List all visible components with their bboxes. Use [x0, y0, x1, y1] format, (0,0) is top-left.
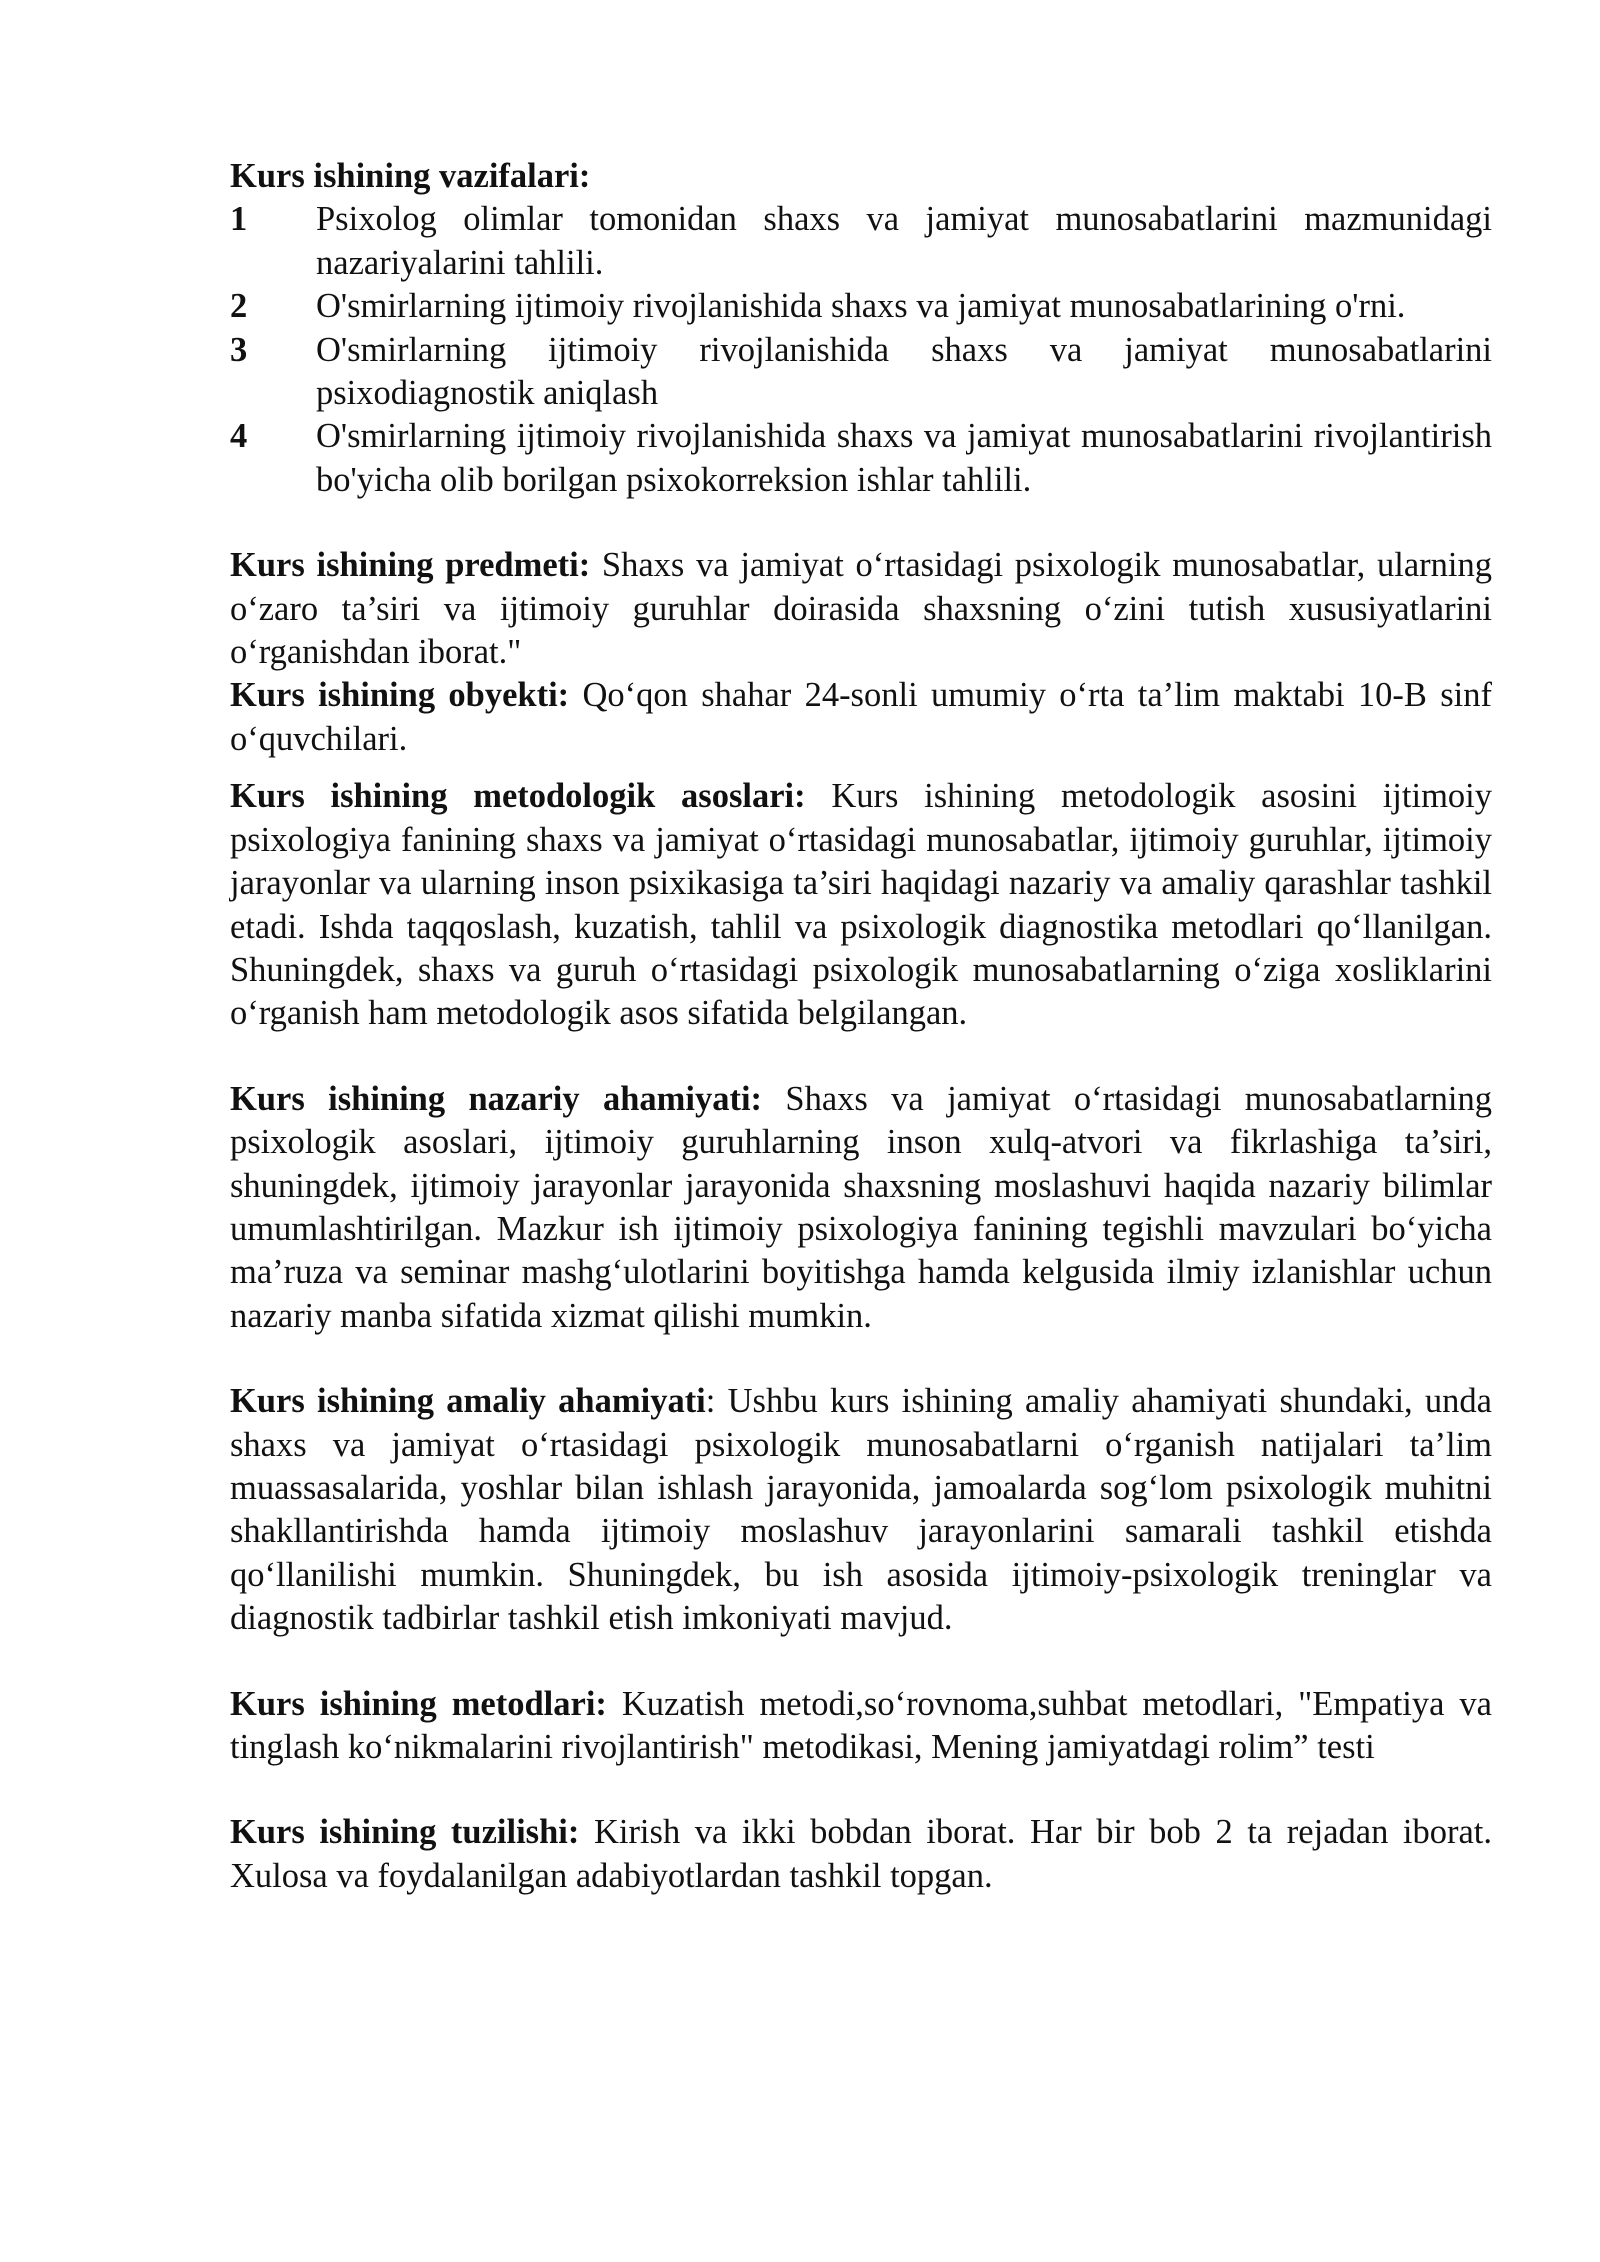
- list-item: [230, 415, 1492, 502]
- list-item-text: O'smirlarning ijtimoiy rivojlanishida shaxs va jamiyat munosabatlarining o'rni.: [316, 287, 1406, 326]
- tasks-list: [230, 198, 1492, 502]
- list-item-text: Psixolog olimlar tomonidan shaxs va jamiyat munosabatlarini mazmunidagi nazariyalarini tahlili.: [316, 200, 1492, 282]
- theoretical-text: Shaxs va jamiyat o‘rtasidagi munosabatlarning psixologik asoslari, ijtimoiy guruhlarning inson xulq-atvori va fikrlashiga ta’siri, shuningdek, ijtimoiy jarayonlar jarayonida shaxsning moslashuvi haqida nazariy bilimlar umumlashtirilgan. Mazkur ish ijtimoiy psixologiya fanining tegishli mavzulari bo‘yicha ma’ruza va seminar mashg‘ulotlarini boyitishga hamda kelgusida ilmiy izlanishlar uchun nazariy manba sifatida xizmat qilishi mumkin.: [230, 1079, 1492, 1335]
- list-item-number: 1: [230, 200, 248, 239]
- methodology-paragraph: [230, 775, 1492, 1035]
- tasks-heading: Kurs ishining vazifalari:: [230, 157, 591, 195]
- list-item-text: O'smirlarning ijtimoiy rivojlanishida shaxs va jamiyat munosabatlarini rivojlantirish bo'yicha olib borilgan psixokorreksion ishlar tahlili.: [316, 417, 1492, 499]
- list-item-number: 4: [230, 417, 248, 456]
- list-item: [230, 198, 1492, 285]
- list-item-text: O'smirlarning ijtimoiy rivojlanishida shaxs va jamiyat munosabatlarini psixodiagnostik aniqlash: [316, 330, 1492, 413]
- methods-paragraph: [230, 1683, 1492, 1770]
- practical-paragraph: [230, 1380, 1492, 1640]
- object-paragraph: [230, 674, 1492, 761]
- subject-label: Kurs ishining predmeti:: [230, 546, 591, 585]
- list-item: [230, 285, 1492, 328]
- theoretical-label: Kurs ishining nazariy ahamiyati:: [230, 1079, 763, 1118]
- methodology-text: Kurs ishining metodologik asosini ijtimoiy psixologiya fanining shaxs va jamiyat o‘rtasidagi munosabatlar, ijtimoiy guruhlar, ijtimoiy jarayonlar va ularning inson psixikasiga ta’siri haqidagi nazariy va amaliy qarashlar tashkil etadi. Ishda taqqoslash, kuzatish, tahlil va psixologik diagnostika metodlari qo‘llanilgan. Shuningdek, shaxs va guruh o‘rtasidagi psixologik munosabatlarning o‘ziga xosliklarini o‘rganish ham metodologik asos sifatida belgilangan.: [230, 777, 1492, 1033]
- subject-text: Shaxs va jamiyat o‘rtasidagi psixologik munosabatlar, ularning o‘zaro ta’siri va ijtimoiy guruhlar doirasida shaxsning o‘zini tutish xususiyatlarini o‘rganishdan iborat.": [230, 546, 1493, 672]
- practical-text: : Ushbu kurs ishining amaliy ahamiyati shundaki, unda shaxs va jamiyat o‘rtasidagi psixologik munosabatlarni o‘rganish natijalari ta’lim muassasalarida, yoshlar bilan ishlash jarayonida, jamoalarda sog‘lom psixologik muhitni shakllantirishda hamda ijtimoiy moslashuv jarayonlarini samarali tashkil etishda qo‘llanilishi mumkin. Shuningdek, bu ish asosida ijtimoiy-psixologik treninglar va diagnostik tadbirlar tashkil etish imkoniyati mavjud.: [230, 1382, 1492, 1638]
- methods-label: Kurs ishining metodlari:: [230, 1684, 607, 1723]
- structure-label: Kurs ishining tuzilishi:: [230, 1813, 580, 1852]
- structure-text: Kirish va ikki bobdan iborat. Har bir bob 2 ta rejadan iborat. Xulosa va foydalanilgan adabiyotlardan tashkil topgan.: [230, 1813, 1493, 1895]
- theoretical-paragraph: [230, 1078, 1492, 1338]
- list-item-number: 2: [230, 287, 248, 326]
- list-item: [230, 329, 1492, 416]
- object-label: Kurs ishining obyekti:: [230, 676, 570, 715]
- subject-paragraph: [230, 544, 1492, 674]
- methodology-label: Kurs ishining metodologik asoslari:: [230, 777, 806, 816]
- object-text: Qo‘qon shahar 24-sonli umumiy o‘rta ta’lim maktabi 10-B sinf o‘quvchilari.: [230, 676, 1492, 758]
- practical-label: Kurs ishining amaliy ahamiyati: [230, 1382, 706, 1421]
- list-item-number: 3: [230, 330, 248, 369]
- methods-text: Kuzatish metodi,so‘rovnoma,suhbat metodlari, "Empatiya va tinglash ko‘nikmalarini rivojlantirish" metodikasi, Mening jamiyatdagi rolim” testi: [230, 1684, 1492, 1766]
- structure-paragraph: [230, 1811, 1492, 1898]
- document-page: [230, 155, 1492, 1898]
